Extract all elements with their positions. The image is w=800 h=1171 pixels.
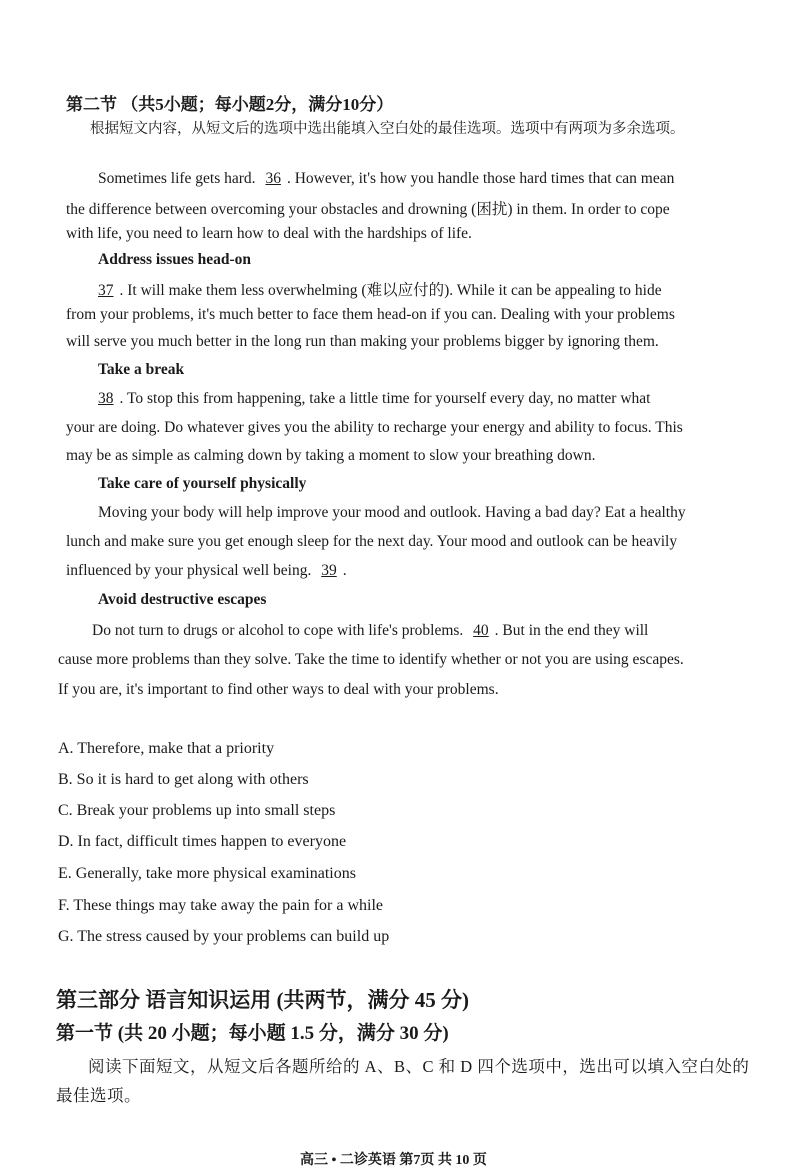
option-b: B. So it is hard to get along with others [58,771,309,788]
section-instruction: 根据短文内容，从短文后的选项中选出能填入空白处的最佳选项。选项中有两项为多余选项。 [90,121,685,137]
option-g: G. The stress caused by your problems can build up [58,928,390,945]
subheading: Take care of yourself physically [98,475,307,492]
passage-line: will serve you much better in the long run than making your problems bigger by ignoring them. [66,333,659,350]
passage-line: If you are, it's important to find other ways to deal with your problems. [58,681,499,698]
passage-line: may be as simple as calming down by taking a moment to slow your breathing down. [66,447,596,464]
subheading: Take a break [98,361,185,378]
passage-line: with life, you need to learn how to deal with the hardships of life. [66,225,472,242]
passage-line: cause more problems than they solve. Take the time to identify whether or not you are using escapes. [58,651,684,668]
section-instruction: 最佳选项。 [56,1086,141,1105]
blank-40: 40 [473,622,489,639]
part-title: 第三部分 语言知识运用 (共两节，满分 45 分) [56,988,469,1012]
subheading: Avoid destructive escapes [98,591,267,608]
passage-line: Moving your body will help improve your mood and outlook. Having a bad day? Eat a healthy [98,504,686,521]
passage-line: Do not turn to drugs or alcohol to cope with life's problems. 40 . But in the end they will [92,622,649,639]
passage-line: your are doing. Do whatever gives you the ability to recharge your energy and ability to focus. This [66,419,683,436]
section-instruction: 阅读下面短文，从短文后各题所给的 A、B、C 和 D 四个选项中，选出可以填入空白处的 [88,1057,750,1076]
page-footer: 高三 • 二诊英语 第7页 共 10 页 [300,1153,487,1168]
passage-line: Sometimes life gets hard. 36 . However, it's how you handle those hard times that can mean [98,170,675,187]
passage-line: 38 . To stop this from happening, take a little time for yourself every day, no matter what [92,390,650,408]
blank-36: 36 [265,170,281,187]
option-e: E. Generally, take more physical examinations [58,865,356,882]
option-d: D. In fact, difficult times happen to everyone [58,833,347,850]
section-title: 第二节 （共5小题；每小题2分，满分10分） [66,95,394,114]
blank-39: 39 [321,562,337,579]
subheading: Address issues head-on [98,251,252,268]
option-a: A. Therefore, make that a priority [58,740,275,757]
passage-line: lunch and make sure you get enough sleep for the next day. Your mood and outlook can be heavily [66,533,678,550]
option-f: F. These things may take away the pain for a while [58,897,383,914]
option-c: C. Break your problems up into small steps [58,802,336,819]
passage-line: from your problems, it's much better to face them head-on if you can. Dealing with your problems [66,306,675,323]
passage-line: influenced by your physical well being. 39 . [66,562,347,579]
blank-37: 37 [98,282,114,299]
section-title: 第一节 (共 20 小题；每小题 1.5 分，满分 30 分) [56,1023,449,1044]
blank-38: 38 [98,390,114,407]
passage-line: the difference between overcoming your obstacles and drowning (困扰) in them. In order to cope [66,201,670,218]
passage-line: 37 . It will make them less overwhelming (难以应付的). While it can be appealing to hide [92,278,662,300]
